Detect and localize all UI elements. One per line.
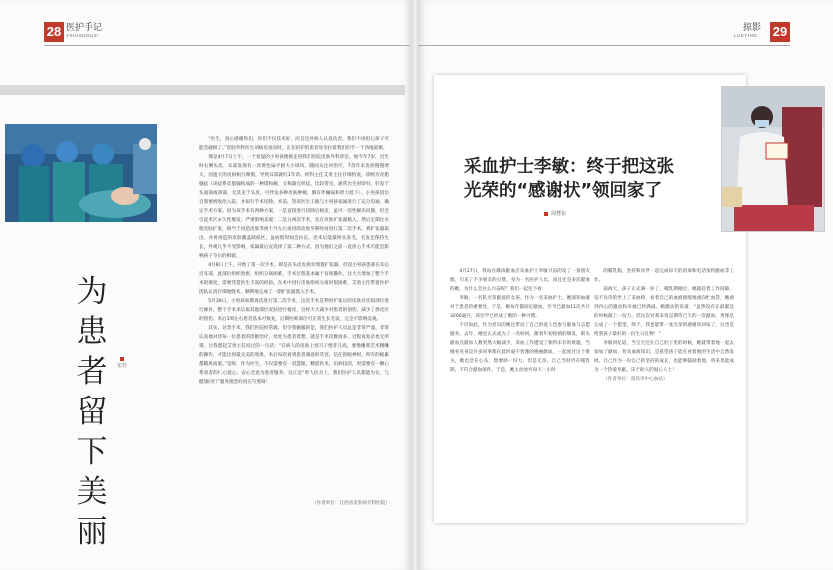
text-column-1 — [450, 267, 590, 495]
paragraph: 的哺乳假，坚持和伙伴一起完成每天的消毒和电话预约献血等工作。 — [594, 269, 734, 283]
title-line: 采血护士李敏：终于把这张 — [464, 157, 674, 177]
paragraph: 4月27日，我站在赣南献血点采血护士李敏兴奋的发了一条朋友圈，引来了不少朋友的点赞。身为一名医护人员，而且还是多次献血的她，为什么会这么兴奋呢？我们一起往下看： — [450, 269, 590, 292]
left-page — [0, 0, 412, 570]
paragraph: 4月8日上午，开始了第一次手术，即是在头皮皮损旁埋置扩张器，但因小男孩患部在耳后近耳部，此部位组织致密，组织分离困难，手术过程基本属于盲视操作，这大大增加了整个手术的难度，需要凭借医生丰富的经验。在术中进行皮肤组织分离时很困难，艾勇主任带着医护团队认真仔细地缝术，顺利地完成了一期扩张器置入手术。 — [199, 263, 389, 295]
right-page — [418, 0, 833, 570]
article-title — [464, 155, 714, 203]
title-line: 光荣的“感谢状”领回家了 — [464, 181, 663, 201]
section-title: 医护手记 — [66, 23, 103, 33]
headline-char: 丽 — [76, 514, 108, 550]
section-subtitle: LUEYING — [734, 33, 758, 38]
headline-char: 患 — [76, 314, 108, 350]
paragraph: 不仅如此，作为党员的她还带动了自己的爱人也参与献血与志愿服务。去年，她也正式成为了一名妈妈，随着年初疫情的爆发，街头献血点献血人数突然大幅减少，采血工作遭受了相所未有的难题，当她看见身边许多同事都在此时毫不犹豫的挽袖献血，一起度过这个难关，她也急在心头，想要助一份力。但是无奈，自己当时仍在哺乳期，不符合献血条件。于是，她主动放弃每天一小时 — [450, 323, 590, 373]
author-name: 周慧东 — [551, 211, 567, 217]
headline-char: 者 — [76, 354, 108, 390]
author-affiliation: （作者单位：江西省皮肤病专科医院） — [311, 501, 390, 506]
paragraph: 前两天，孩子正式满一岁了，哺乳期刚过，她就赶着工作间隙，迫不及待的坐上了采血椅，看着自己的血液缓缓地流向贮血袋，她感到内心的激动和幸福已经满溢。她激动的说道：“虽然没有在最紧急的时候献上一份力，但这次对我来说是期待已久的一次献血，更像是完成了一个愿望，终于，我也能带一张光荣的感谢状回家了，这也是给我孩子最好的一份生日礼物！” — [594, 287, 734, 337]
vertical-headline — [72, 272, 112, 552]
paragraph: 李敏，一名私光荣献爱的女孩。作为一名采血护士，她深知血液对于患者的重要性。于是，她每年都固定献血，至今已献血11次共计3200毫升，该位学已经成了她的一种习惯。 — [450, 296, 590, 319]
author-name: 宋佳 — [117, 363, 128, 369]
top-band — [0, 85, 405, 95]
paragraph: 其实，这类手术，我们医院经常做，但令我佩服的是，我们医护人员总是非常严谨、非常认真地对待每一位患者的诊断治疗，处处为患者着想，就是手术次数再多，过程再复杂也无所谓，让我想起艾勇主任说过的一句话：“在病人的皮肤上划刀子绝非儿戏，要像雕刻艺术精雕的操作，才能达到最完美的效果，术后每次看到患者满意的笑容，信任的眼神时，所有的疲累都随风而逝。”是呀，作为医生，不仅需要有一双慧眼，精湛医术，识病技的，更需要有一颗心系患者的仁心爱心，安心全意为患者服务，这正是“奉人民为上，我们医护人员都能为女，与健康同行”服务理念的真实写照呀！ — [199, 326, 389, 385]
red-square-marker — [120, 357, 124, 361]
page-number: 28 — [44, 22, 64, 42]
author-affiliation: （作者单位：南昌市中心血站） — [603, 377, 668, 382]
surgery-photo — [5, 124, 157, 222]
text-column-2 — [594, 267, 734, 495]
paragraph: “医生，真心感谢你们，你们不仅技术好，而且还对病人认真负责，我们不再担心孩子可能会破相了。”皮肤外科医生刘病房查房时，正在陪护的患者母亲拉着我们的手一个劲地道谢。 — [199, 137, 389, 151]
paragraph: 那是4月7日上午，一个看湿的小男孩便被走进我们医院皮肤外科诊室。他今年7岁，出生时右侧头皮、耳部发现有一淡黄色扁平圆大小斑块，随间关注何治疗，7余年来皮损慢慢增大，因遗大的皮损相互摩擦，导致耳部就红1年余。经科主任艾勇主任仔细检查，诊断为皮脂腺痣（该痣系皮脂腺构成的一种错构瘤，又称器官样痣。比较常见，通常出生时即有，好发于头面部或颈部，尤其见于头皮，可伴发多种皮肤肿瘤，偶有伴癫痫和智力低下）。小男孩因访自我要被收治入院，并拟行手术切除。术前，管床医生王敏与小男孩家属进行了充分沟通，确定手术方案。因为该手术有两种方案，一是直接进行切除后植皮，虽可一次性解决问题，但会引起术区永久性脱发，严重影响美观；二是分两次手术，先在皮肤扩张器植入，然后定期注水使皮肤扩张，相当于再造皮肤等两个月左右再进的皮肤至够时再进行第二次手术，将扩张器取出，并将再造的皮肤覆盖缺损区，虽病程时间会拉长，但术后能最终头发毛，毛发还保持生长，外观几乎不受影响，家属最后充选择了第二种方式，因为他们之前一直担心手术可能会影响孩子今后的相貌。 — [199, 155, 389, 259]
article-body — [199, 135, 389, 495]
headline-char: 下 — [76, 434, 108, 470]
section-title: 掠影 — [743, 23, 762, 33]
header-rule — [418, 45, 790, 46]
author-byline — [117, 357, 127, 370]
author-byline — [544, 210, 566, 217]
paragraph: 5月30日，小男孩如期再次进行第二次手术，这次手术是利用扩张后的皮肤对皮损部位进行修补，整个手术术后取其他部位皮肤进行植皮，这样大大减少对患者的创伤，减少了供皮区的创伤。术后1周左右患者基本可恢复，后期医师部位可正常生长毛发，完全不影响美观。 — [199, 299, 389, 322]
page-number: 29 — [770, 22, 790, 42]
header-rule — [44, 45, 410, 46]
headline-char: 留 — [76, 394, 108, 430]
article-panel — [434, 75, 746, 523]
nurse-donating-photo — [721, 86, 825, 232]
headline-char: 为 — [76, 274, 108, 310]
headline-char: 美 — [76, 474, 108, 510]
paragraph: 李敏回忆道，当宝宝还在自己肚子里的时候，她就带着他一起去参加了献血，普及血液知识，是希望孩子能在看着他的生活中自然发展，自己作为一份自己的坚持的成长，也能够鼓励着他，将来也能成为一个热爱奉献、乐于助人的爱心人士！ — [594, 341, 734, 373]
red-square-marker — [544, 212, 548, 216]
section-subtitle: YIHUSHOUJI — [66, 33, 99, 38]
